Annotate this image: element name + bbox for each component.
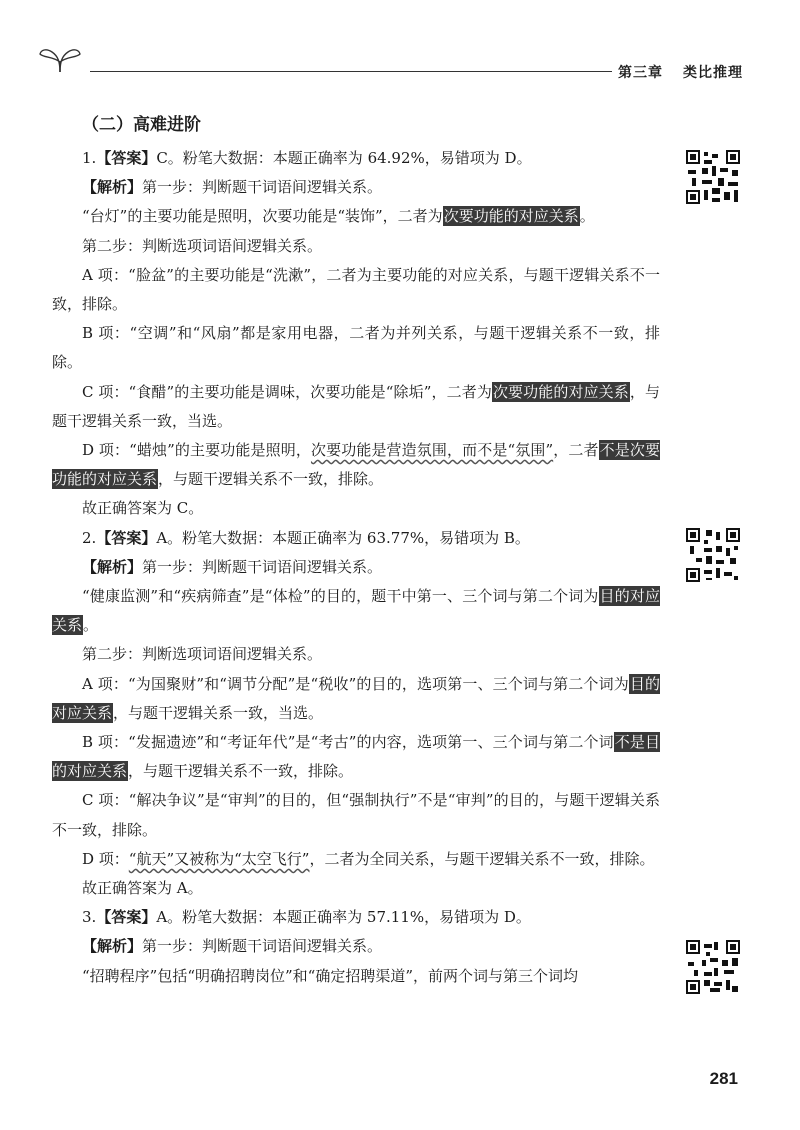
q2-relation-text: “健康监测”和“疾病筛查”是“体检”的目的，题干中第一、三个词与第二个词为: [82, 587, 599, 606]
chapter-topic: 类比推理: [683, 65, 743, 81]
wavy-underline-text: “航天”又被称为“太空飞行”: [128, 849, 310, 868]
qr-code-icon: [686, 150, 740, 204]
answer-tag: 【答案】: [96, 908, 157, 927]
leaf-icon: [38, 44, 82, 74]
q1-option-d-end: ，与题干逻辑关系不一致，排除。: [158, 470, 384, 489]
q3-number: 3.: [82, 908, 97, 927]
q1-conclusion: 故正确答案为 C。: [82, 499, 204, 518]
q1-relation: [52, 202, 660, 231]
page-header: [32, 40, 752, 90]
chapter-label: 第三章: [618, 65, 663, 81]
q2-option-a-text: A 项：“为国聚财”和“调节分配”是“税收”的目的，选项第一、三个词与第二个词为: [82, 674, 629, 693]
q2-option-b-end: ，与题干逻辑关系不一致，排除。: [128, 762, 354, 781]
q2-conclusion: 故正确答案为 A。: [82, 879, 203, 898]
analysis-tag: 【解析】: [82, 178, 143, 197]
q1-step1: 第一步：判断题干词语间逻辑关系。: [142, 178, 383, 197]
q3-answer-line: [52, 903, 660, 932]
q1-number: 1.: [82, 149, 97, 167]
q1-option-c-text: C 项：“食醋”的主要功能是调味，次要功能是“除垢”，二者为: [82, 382, 492, 401]
q2-option-b: [52, 728, 660, 786]
qr-code-icon: [686, 940, 740, 994]
q1-step2: 第二步：判断选项词语间逻辑关系。: [82, 236, 323, 255]
qr-code-icon: [686, 528, 740, 582]
highlight: 不是目的对应关系: [52, 733, 660, 781]
q3-step1: 第一步：判断题干词语间逻辑关系。: [142, 937, 383, 956]
q2-answer-text: A。粉笔大数据：本题正确率为 63.77%，易错项为 B。: [156, 528, 530, 547]
chapter-heading: [612, 62, 743, 82]
q2-option-a: [52, 670, 660, 728]
q1-option-d-mid: ，二者: [553, 441, 599, 460]
q1-option-c-text-end: ，与题干逻辑关系一致，当选。: [52, 382, 660, 430]
header-rule: [90, 71, 638, 72]
q1-option-d: [52, 436, 660, 494]
q2-option-b-text: B 项：“发掘遗迹”和“考证年代”是“考古”的内容，选项第一、三个词与第二个词: [82, 733, 614, 752]
wavy-underline-text: 次要功能是营造氛围，而不是“氛围”: [310, 441, 554, 460]
q1-option-d-text: D 项：“蜡烛”的主要功能是照明，: [82, 441, 311, 460]
q2-option-a-end: ，与题干逻辑关系一致，当选。: [113, 703, 324, 722]
answer-tag: 【答案】: [96, 149, 157, 167]
q2-option-c: C 项：“解决争议”是“审判”的目的，但“强制执行”不是“审判”的目的，与题干逻辑关系不一致，排除。: [52, 791, 660, 839]
q2-number: 2.: [82, 528, 97, 547]
page-number: 281: [709, 1069, 738, 1088]
q3-analysis-line: [52, 932, 660, 961]
q2-analysis-line: [52, 553, 660, 582]
q1-option-b: B 项：“空调”和“风扇”都是家用电器，二者为并列关系，与题干逻辑关系不一致，排除。: [52, 324, 660, 372]
q1-answer-text: C。粉笔大数据：本题正确率为 64.92%，易错项为 D。: [156, 149, 532, 167]
q2-step2: 第二步：判断选项词语间逻辑关系。: [82, 645, 323, 664]
q2-option-d-text: D 项：: [82, 849, 129, 868]
q2-answer-line: [52, 524, 660, 553]
q3-relation: “招聘程序”包括“明确招聘岗位”和“确定招聘渠道”，前两个词与第三个词均: [82, 966, 579, 985]
q1-option-c: [52, 378, 660, 436]
analysis-tag: 【解析】: [82, 937, 143, 956]
highlight: 次要功能的对应关系: [492, 382, 629, 401]
q1-relation-text: “台灯”的主要功能是照明，次要功能是“装饰”，二者为: [82, 207, 443, 226]
highlight: 不是次要功能的对应关系: [52, 441, 660, 489]
punctuation: 。: [83, 616, 99, 635]
q1-analysis-line: [52, 173, 660, 202]
highlight: 目的对应关系: [52, 587, 660, 635]
q2-option-d-end: ，二者为全同关系，与题干逻辑关系不一致，排除。: [309, 849, 655, 868]
answer-content: [52, 144, 660, 991]
punctuation: 。: [579, 207, 595, 226]
highlight: 目的对应关系: [52, 674, 660, 722]
q2-relation: [52, 582, 660, 640]
q2-step1: 第一步：判断题干词语间逻辑关系。: [142, 557, 383, 576]
highlight: 次要功能的对应关系: [443, 207, 579, 226]
answer-tag: 【答案】: [96, 528, 157, 547]
q1-answer-line: [52, 144, 660, 173]
section-title: （二）高难进阶: [82, 115, 201, 135]
q2-option-d: [52, 845, 660, 874]
q1-option-a: A 项：“脸盆”的主要功能是“洗漱”，二者为主要功能的对应关系，与题干逻辑关系不一致，排除。: [52, 265, 660, 314]
q3-answer-text: A。粉笔大数据：本题正确率为 57.11%，易错项为 D。: [156, 908, 531, 927]
analysis-tag: 【解析】: [82, 557, 143, 576]
